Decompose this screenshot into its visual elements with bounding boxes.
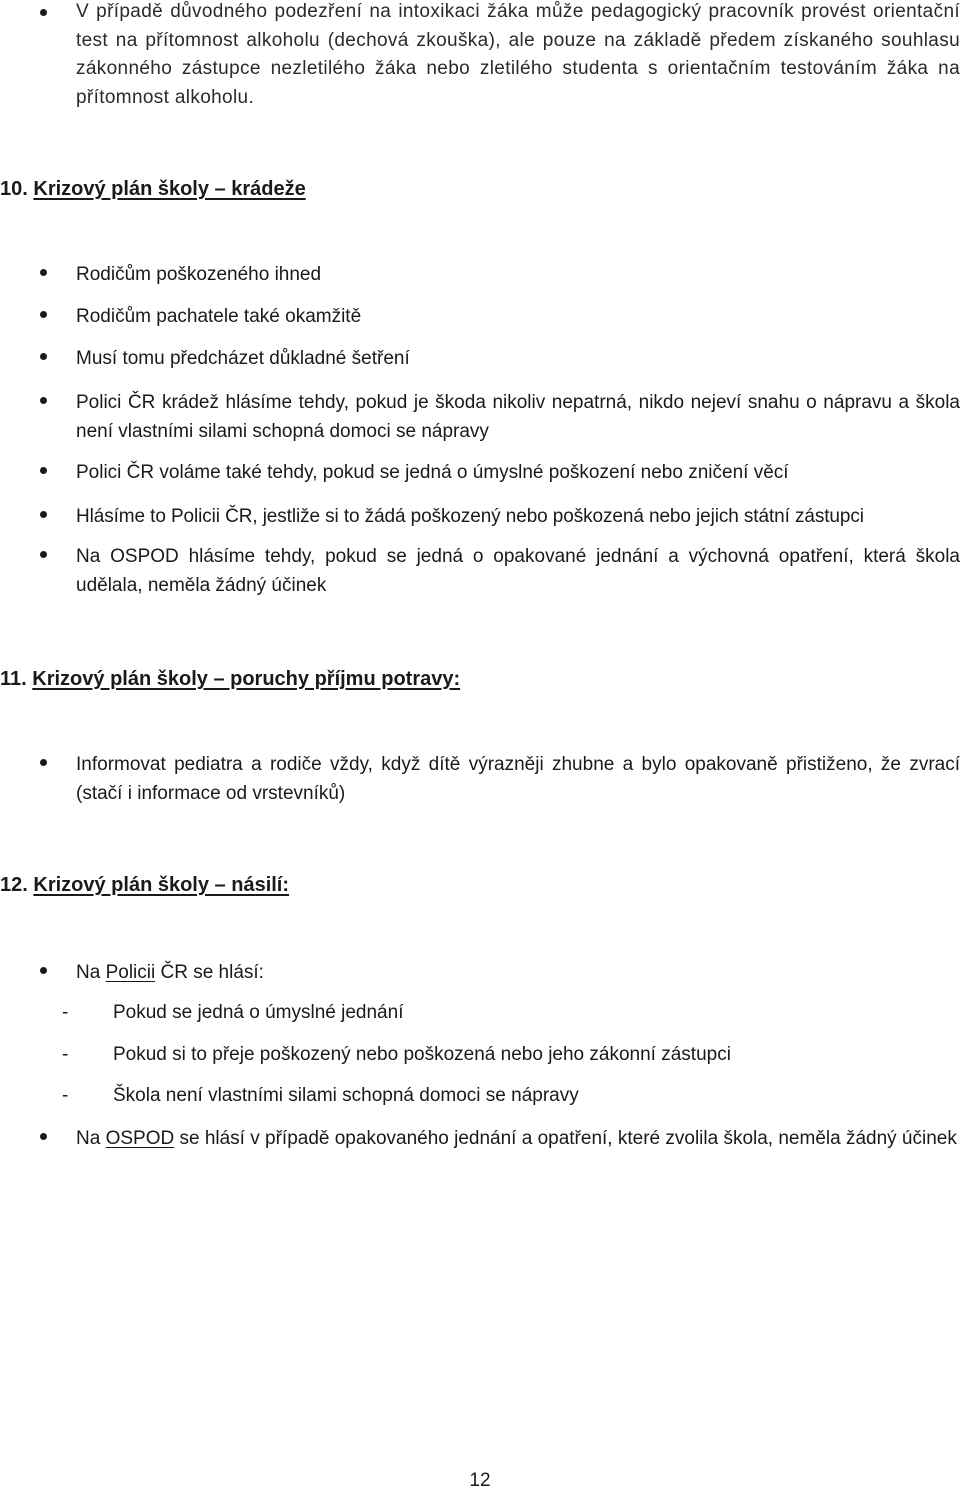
list-item-text: Rodičům pachatele také okamžitě [76,306,362,327]
bullet-icon [40,269,47,276]
page-number: 12 [469,1470,491,1491]
dash-item-text: Škola není vlastními silami schopná domoci se nápravy [113,1085,579,1106]
list-item-text [76,958,960,987]
section-11-heading [0,668,460,691]
list-item-text: Hlásíme to Policii ČR, jestliže si to žádá poškozený nebo poškozená nebo jejich státní zástupci [76,506,864,527]
list-item-text: Rodičům poškozeného ihned [76,264,322,285]
list-item-text [76,1124,960,1153]
dash-item-text: Pokud se jedná o úmyslné jednání [113,1002,404,1023]
section-12-number: 12. [0,874,28,896]
section-11-number: 11. [0,668,27,690]
bullet-icon [40,353,47,360]
list-item-text: Musí tomu předcházet důkladné šetření [76,348,410,369]
section-11-title: Krizový plán školy – poruchy příjmu potravy: [32,668,461,690]
bullet-icon [40,967,47,974]
bullet-icon [40,9,47,16]
list-item-text: Informovat pediatra a rodiče vždy, když dítě výrazněji zhubne a bylo opakovaně přistiženo, že zvrací (stačí i informace od vrstevníků) [76,754,960,804]
text-suffix: ČR se hlásí: [155,962,264,983]
text-suffix: se hlásí v případě opakovaného jednání a opatření, které zvolila škola, neměla žádný účinek [174,1128,957,1149]
section-10-title: Krizový plán školy – krádeže [33,178,306,200]
dash-mark: - [62,1085,69,1106]
text-prefix: Na [76,1128,106,1149]
bullet-icon [40,511,47,518]
section-10-number: 10. [0,178,28,200]
section-12-heading [0,874,289,897]
bullet-icon [40,759,47,766]
ospod-link[interactable]: OSPOD [105,1128,175,1149]
section-12-title: Krizový plán školy – násilí: [33,874,290,896]
bullet-icon [40,551,47,558]
bullet-icon [40,1133,47,1140]
bullet-icon [40,311,47,318]
list-item-text: Na OSPOD hlásíme tehdy, pokud se jedná o opakované jednání a výchovná opatření, která škola udělala, neměla žádný účinek [76,546,960,596]
bullet-icon [40,397,47,404]
list-item-text: Polici ČR krádež hlásíme tehdy, pokud je škoda nikoliv nepatrná, nikdo nejeví snahu o nápravu a škola není vlastními silami schopná domoci se nápravy [76,392,960,442]
text-prefix: Na [76,962,106,983]
policii-link[interactable]: Policii [105,962,156,983]
dash-item-text: Pokud si to přeje poškozený nebo poškozená nebo jeho zákonní zástupci [113,1044,731,1065]
dash-mark: - [62,1002,69,1023]
bullet-icon [40,467,47,474]
section-10-heading [0,178,306,201]
list-item-text: Polici ČR voláme také tehdy, pokud se jedná o úmyslné poškození nebo zničení věcí [76,462,789,483]
dash-mark: - [62,1044,69,1065]
intro-bullet-text: V případě důvodného podezření na intoxikaci žáka může pedagogický pracovník provést orientační test na přítomnost alkoholu (dechová zkouška), ale pouze na základě předem získaného souhlasu zákonného zástupce nezletilého žáka nebo zletilého studenta s orientačním testováním žáka na přítomnost alkoholu. [76,1,960,108]
